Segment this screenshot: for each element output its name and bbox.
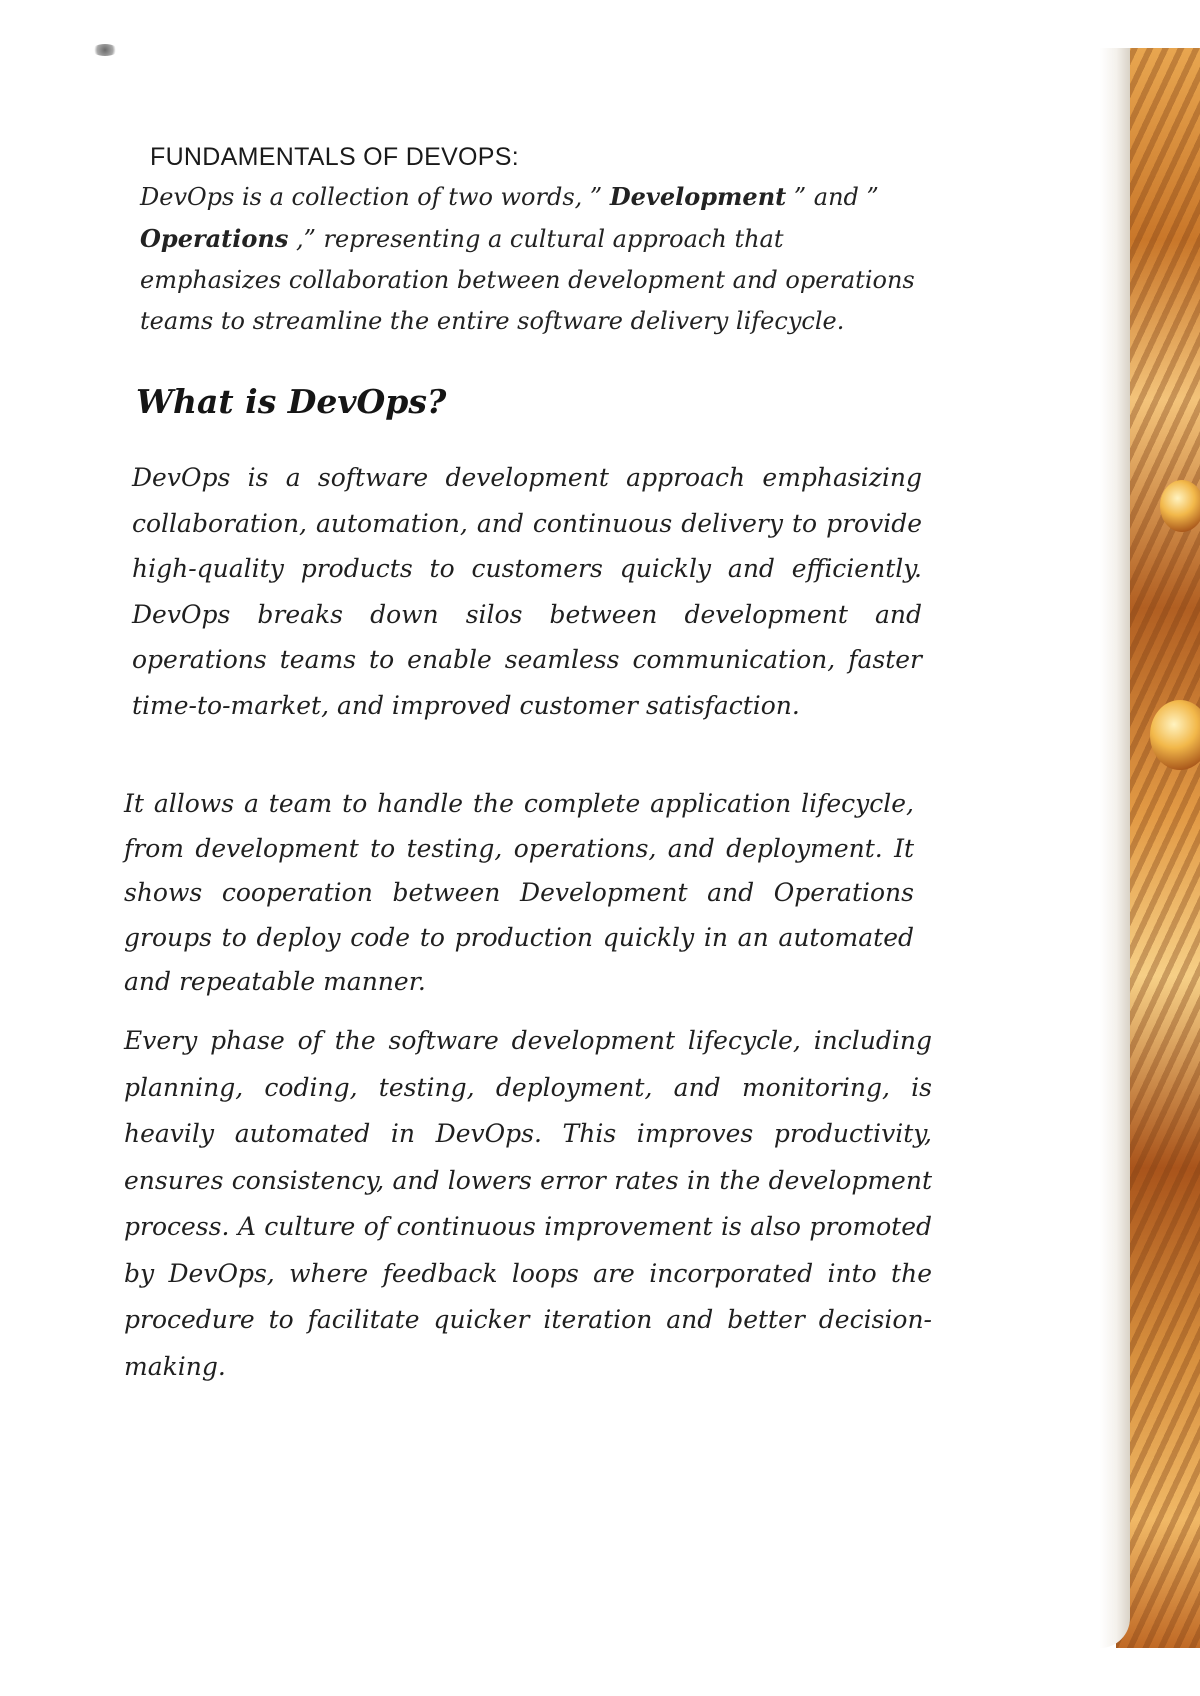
paragraph-lifecycle: It allows a team to handle the complete application lifecycle, from development to testing, operations, and deployment. It shows cooperation between Development and Operations groups to deploy code to production quickly in an automated and repeatable manner.: [124, 789, 914, 996]
paragraph-automation: Every phase of the software development lifecycle, including planning, coding, testing, deployment, and monitoring, is heavily automated in DevOps. This improves productivity, ensures consistency, and lowers error rates in the development process. A culture of continuous improvement is also promoted by DevOps, where feedback loops are incorporated into the procedure to facilitate quicker iteration and better decision-making.: [124, 1026, 932, 1381]
intro-text: DevOps is a collection of two words, ”: [140, 183, 610, 211]
paragraph-definition: DevOps is a software development approach emphasizing collaboration, automation, and continuous delivery to provide high-quality products to customers quickly and efficiently. DevOps breaks down silos between development and operations teams to enable seamless communication, faster time-to-market, and improved customer satisfaction.: [132, 463, 922, 720]
document-title: FUNDAMENTALS OF DEVOPS:: [150, 143, 519, 171]
intro-text: ,” representing a cultural approach that emphasizes collaboration between development and operations teams to streamline the entire software delivery lifecycle.: [140, 225, 915, 335]
page-edge-curl: [1100, 48, 1130, 1648]
intro-term-operations: Operations: [140, 224, 289, 253]
section-heading: What is DevOps?: [136, 382, 447, 421]
page-edge-ornament: [1160, 480, 1200, 532]
intro-paragraph: [140, 176, 930, 342]
intro-term-development: Development: [609, 182, 787, 211]
scan-smudge: [92, 44, 118, 56]
intro-text: ” and ”: [786, 183, 879, 211]
